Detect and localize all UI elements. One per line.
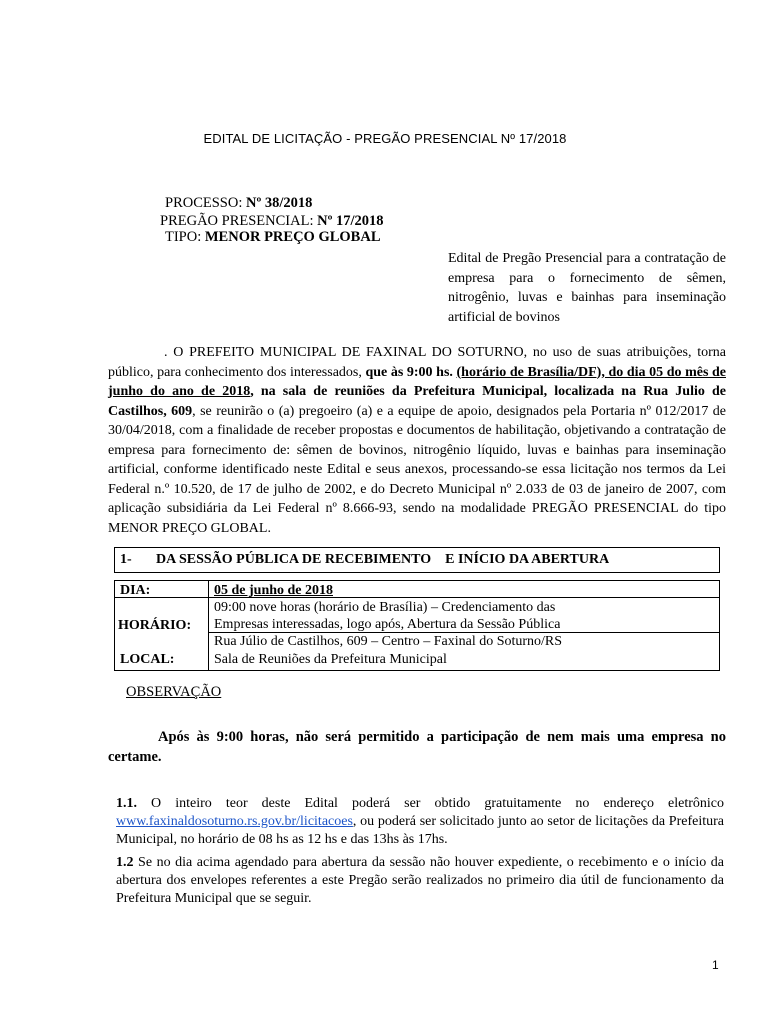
pregao-value: Nº 17/2018: [317, 213, 384, 229]
horario-line-2: Empresas interessadas, logo após, Abertura da Sessão Pública: [214, 617, 561, 631]
item-1-2-text: Se no dia acima agendado para abertura da sessão não houver expediente, o recebimento e o início da abertura dos envelopes referentes a este Pregão serão realizados no primeiro dia útil de funcionamento da Prefeitura Municipal que se seguir.: [116, 855, 724, 906]
table-divider: [208, 580, 209, 671]
processo-label: PROCESSO:: [165, 195, 243, 211]
processo-line: [165, 194, 312, 213]
horario-line-1: 09:00 nove horas (horário de Brasília) – Credenciamento das: [214, 600, 556, 615]
item-1-1-text-after: , ou poderá ser solicitado junto ao setor de licitações da Prefeitura Municipal, no horário de 08 hs as 12 hs e das 13hs às 17hs.: [116, 814, 724, 847]
document-title: EDITAL DE LICITAÇÃO - PREGÃO PRESENCIAL Nº 17/2018: [203, 131, 567, 146]
item-1-2-number: 1.2: [116, 855, 134, 870]
item-1-1-number: 1.1.: [116, 796, 137, 811]
local-line-1: Rua Júlio de Castilhos, 609 – Centro – Faxinal do Soturno/RS: [214, 634, 563, 649]
tipo-label: TIPO:: [165, 229, 202, 245]
table-row-line: [114, 597, 720, 598]
observacao-heading: OBSERVAÇÃO: [126, 684, 222, 700]
item-1-1-paragraph: [116, 795, 724, 849]
tipo-line: [165, 228, 381, 247]
processo-value: Nº 38/2018: [246, 195, 313, 211]
observacao-text: Após às 9:00 horas, não será permitido a participação de nem mais uma empresa no certame.: [108, 729, 726, 765]
page-number: 1: [712, 958, 719, 972]
edital-summary: Edital de Pregão Presencial para a contratação de empresa para o fornecimento de sêmen, nitrogênio, luvas e bainhas para inseminação artificial de bovinos: [448, 251, 726, 325]
intro-bold-1: que às 9:00 hs.: [365, 364, 453, 380]
intro-bold-underline: (horário de Brasília/DF), do dia 05 do mês de junho do ano de 2018: [108, 364, 726, 399]
session-table: [114, 547, 720, 671]
intro-text-2: , se reunirão o (a) pregoeiro (a) e a equipe de apoio, designados pela Portaria nº 012/2017 de 30/04/2018, com a finalidade de receber propostas e documentos de habilitação, objetivando a contratação de empresa para fornecimento de: sêmen de bovinos, nitrogênio líquido, luvas e bainhas para inseminação artificial, conforme identificado neste Edital e seus anexos, processando-se essa licitação nos termos da Lei Federal n.º 10.520, de 17 de julho de 2002, e do Decreto Municipal nº 2.033 de 03 de janeiro de 2007, com aplicação subsidiária da Lei Federal nº 8.666-93, sendo na modalidade PREGÃO PRESENCIAL do tipo MENOR PREÇO GLOBAL.: [108, 403, 726, 536]
dia-value: 05 de junho de 2018: [214, 583, 334, 598]
local-line-2: Sala de Reuniões da Prefeitura Municipal: [214, 652, 447, 667]
intro-text-1: . O PREFEITO MUNICIPAL DE FAXINAL DO SOTURNO, no uso de suas atribuições, torna público, para conhecimento dos interessados,: [108, 345, 726, 380]
item-1-1-text-before: O inteiro teor deste Edital poderá ser obtido gratuitamente no endereço eletrônico: [137, 796, 724, 811]
pregao-label: PREGÃO PRESENCIAL:: [160, 213, 314, 229]
licitacoes-link[interactable]: www.faxinaldosoturno.rs.gov.br/licitacoes: [116, 814, 353, 829]
local-label: LOCAL:: [120, 652, 175, 667]
intro-paragraph: [108, 343, 726, 538]
intro-bold-2: , na sala de reuniões da Prefeitura Municipal, localizada na Rua Julio de Castilhos, 609: [108, 384, 727, 419]
dia-label: DIA:: [120, 583, 151, 598]
section-title: DA SESSÃO PÚBLICA DE RECEBIMENTO E INÍCIO DA ABERTURA: [156, 552, 610, 567]
horario-label: HORÁRIO:: [118, 618, 192, 633]
section-number: 1-: [120, 552, 132, 567]
tipo-value: MENOR PREÇO GLOBAL: [204, 229, 381, 245]
item-1-2-paragraph: [116, 854, 724, 908]
